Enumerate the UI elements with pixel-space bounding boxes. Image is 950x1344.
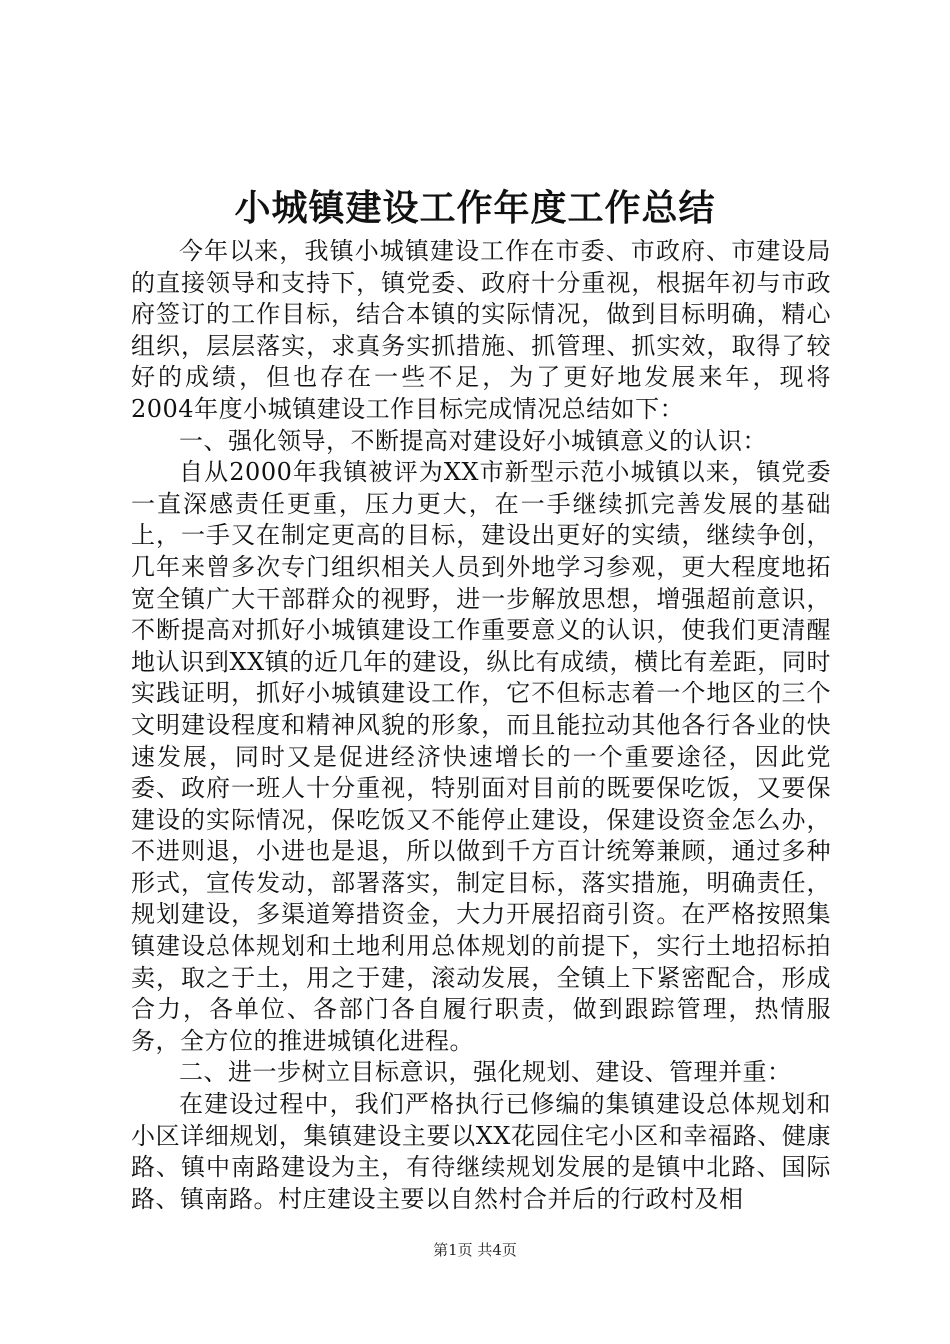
- section-heading-1: 一、强化领导，不断提高对建设好小城镇意义的认识：: [179, 426, 767, 455]
- page-footer: 第1页 共4页: [433, 1241, 517, 1259]
- document-body: [131, 236, 831, 1215]
- section-1-paragraph: 自从2000年我镇被评为XX市新型示范小城镇以来，镇党委一直深感责任更重，压力更大，在一手继续抓完善发展的基础上，一手又在制定更高的目标，建设出更好的实绩，继续争创，几年来曾多次专门组织相关人员到外地学习参观，更大程度地拓宽全镇广大干部群众的视野，进一步解放思想，增强超前意识，不断提高对抓好小城镇建设工作重要意义的认识，使我们更清醒地认识到XX镇的近几年的建设，纵比有成绩，横比有差距，同时实践证明，抓好小城镇建设工作，它不但标志着一个地区的三个文明建设程度和精神风貌的形象，而且能拉动其他各行各业的快速发展，同时又是促进经济快速增长的一个重要途径，因此党委、政府一班人十分重视，特别面对目前的既要保吃饭，又要保建设的实际情况，保吃饭又不能停止建设，保建设资金怎么办，不进则退，小进也是退，所以做到千方百计统筹兼顾，通过多种形式，宣传发动，部署落实，制定目标，落实措施，明确责任，规划建设，多渠道筹措资金，大力开展招商引资。在严格按照集镇建设总体规划和土地利用总体规划的前提下，实行土地招标拍卖，取之于土，用之于建，滚动发展，全镇上下紧密配合，形成合力，各单位、各部门各自履行职责，做到跟踪管理，热情服务，全方位的推进城镇化进程。: [131, 458, 831, 1055]
- intro-paragraph: 今年以来，我镇小城镇建设工作在市委、市政府、市建设局的直接领导和支持下，镇党委、政府十分重视，根据年初与市政府签订的工作目标，结合本镇的实际情况，做到目标明确，精心组织，层层落实，求真务实抓措施、抓管理、抓实效，取得了较好的成绩，但也存在一些不足，为了更好地发展来年，现将2004年度小城镇建设工作目标完成情况总结如下：: [131, 237, 831, 423]
- section-heading-2: 二、进一步树立目标意识，强化规划、建设、管理并重：: [179, 1058, 792, 1087]
- section-2-paragraph: 在建设过程中，我们严格执行已修编的集镇建设总体规划和小区详细规划，集镇建设主要以XX花园住宅小区和幸福路、健康路、镇中南路建设为主，有待继续规划发展的是镇中北路、国际路、镇南路。村庄建设主要以自然村合并后的行政村及相: [131, 1090, 831, 1213]
- document-title: 小城镇建设工作年度工作总结: [234, 187, 716, 229]
